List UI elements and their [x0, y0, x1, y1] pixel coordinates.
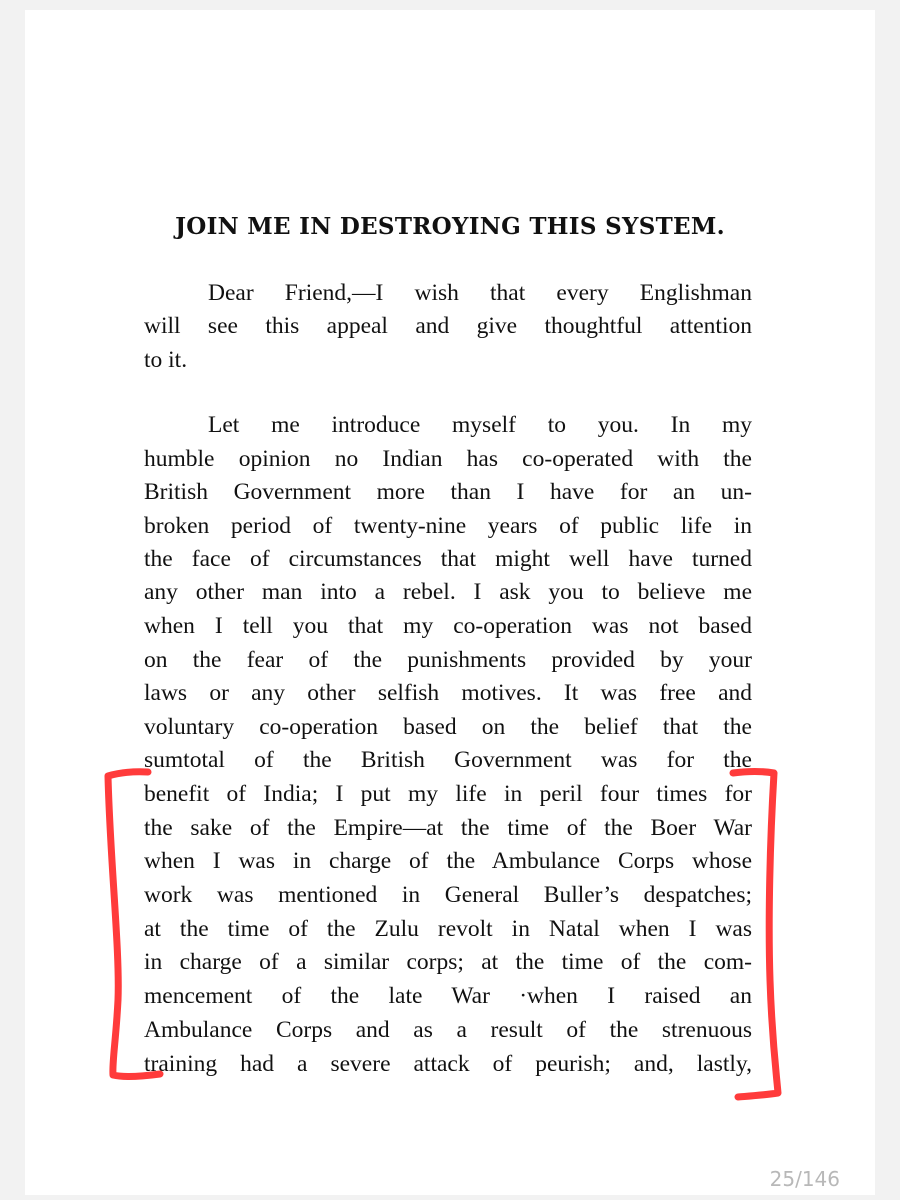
paragraph-line: laws or any other selfish motives. It was free and — [144, 680, 752, 706]
paragraph-line: in charge of a similar corps; at the time of the com- — [144, 949, 752, 975]
left-bracket-annotation — [108, 772, 160, 1077]
paragraph-line: sumtotal of the British Government was for the — [144, 747, 752, 773]
paragraph-line: Dear Friend,—I wish that every Englishman — [208, 280, 752, 306]
right-bracket-annotation — [733, 772, 778, 1098]
paragraph-line: to it. — [144, 347, 188, 373]
paragraph-line: at the time of the Zulu revolt in Natal when I was — [144, 916, 752, 942]
paragraph-line: mencement of the late War ·when I raised an — [144, 983, 752, 1009]
page-counter: 25/146 — [769, 1167, 840, 1191]
paragraph-line: broken period of twenty-nine years of public life in — [144, 513, 752, 539]
paragraph-line: humble opinion no Indian has co-operated with the — [144, 446, 752, 472]
paragraph-line: British Government more than I have for an un- — [144, 479, 752, 505]
paragraph-line: training had a severe attack of peurish; and, lastly, — [144, 1051, 752, 1077]
paragraph-line: Ambulance Corps and as a result of the strenuous — [144, 1017, 752, 1043]
paragraph-line: the sake of the Empire—at the time of the Boer War — [144, 815, 752, 841]
paragraph-line: when I tell you that my co-operation was not based — [144, 613, 752, 639]
document-title: JOIN ME IN DESTROYING THIS SYSTEM. — [175, 213, 725, 240]
paragraph-line: will see this appeal and give thoughtful attention — [144, 313, 752, 339]
paragraph-line: benefit of India; I put my life in peril four times for — [144, 781, 752, 807]
paragraph-line: the face of circumstances that might well have turned — [144, 546, 752, 572]
paragraph-line: any other man into a rebel. I ask you to believe me — [144, 579, 752, 605]
paragraph-line: on the fear of the punishments provided by your — [144, 647, 752, 673]
paragraph-line: voluntary co-operation based on the belief that the — [144, 714, 752, 740]
paragraph-line: work was mentioned in General Buller’s despatches; — [144, 882, 752, 908]
paragraph-line: when I was in charge of the Ambulance Corps whose — [144, 848, 752, 874]
paragraph-line: Let me introduce myself to you. In my — [208, 412, 752, 438]
